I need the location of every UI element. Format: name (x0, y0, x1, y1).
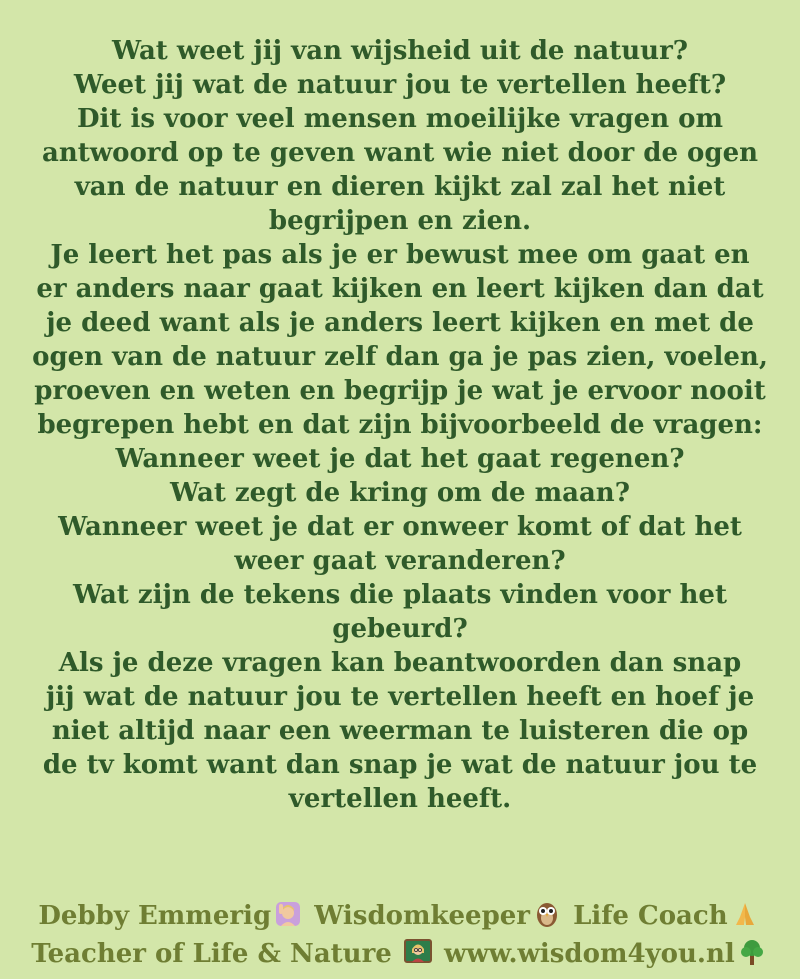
role-wisdomkeeper: Wisdomkeeper (314, 901, 530, 931)
text-line: Wat weet jij van wijsheid uit de natuur? (112, 36, 688, 66)
signature-line-1 (0, 897, 800, 935)
text-line: van de natuur en dieren kijkt zal zal het niet (74, 172, 726, 202)
text-line: begrijpen en zien. (268, 206, 532, 236)
text-line: er anders naar gaat kijken en leert kijken dan dat (36, 274, 764, 304)
text-line: antwoord op te geven want wie niet door de ogen (41, 138, 759, 168)
text-line: Als je deze vragen kan beantwoorden dan snap (58, 648, 742, 678)
role-teacher: Teacher of Life & Nature (31, 939, 392, 969)
text-line: de tv komt want dan snap je wat de natuur jou te (42, 750, 758, 780)
text-line: Dit is voor veel mensen moeilijke vragen om (76, 104, 724, 134)
text-line: begrepen hebt en dat zijn bijvoorbeeld de vragen: (37, 410, 763, 440)
text-line: Wanneer weet je dat er onweer komt of dat het (58, 512, 742, 542)
text-line: Wat zijn de tekens die plaats vinden voor het (73, 580, 727, 610)
website-link[interactable]: www.wisdom4you.nl (443, 939, 735, 969)
signature-line-2 (0, 935, 800, 973)
folded-hands-icon (730, 899, 760, 929)
signature-block (0, 897, 800, 973)
text-line: je deed want als je anders leert kijken en met de (46, 308, 754, 338)
text-line: Wanneer weet je dat het gaat regenen? (115, 444, 685, 474)
tree-icon (737, 937, 767, 967)
text-line: Weet jij wat de natuur jou te vertellen heeft? (73, 70, 727, 100)
role-life-coach: Life Coach (573, 901, 728, 931)
text-line: vertellen heeft. (288, 784, 512, 814)
text-line: weer gaat veranderen? (234, 546, 566, 576)
raising-hand-woman-icon (273, 899, 303, 929)
text-line: Je leert het pas als je er bewust mee om gaat en (50, 240, 750, 270)
text-line: Wat zegt de kring om de maan? (170, 478, 630, 508)
text-line: proeven en weten en begrijp je wat je ervoor nooit (34, 376, 766, 406)
author-name: Debby Emmerig (38, 901, 272, 931)
text-line: gebeurd? (332, 614, 468, 644)
text-line: ogen van de natuur zelf dan ga je pas zien, voelen, (32, 342, 768, 372)
main-text-block (0, 34, 800, 816)
owl-icon (532, 899, 562, 929)
text-line: jij wat de natuur jou te vertellen heeft en hoef je (45, 682, 755, 712)
teacher-woman-icon (403, 937, 433, 967)
text-line: niet altijd naar een weerman te luisteren die op (51, 716, 749, 746)
